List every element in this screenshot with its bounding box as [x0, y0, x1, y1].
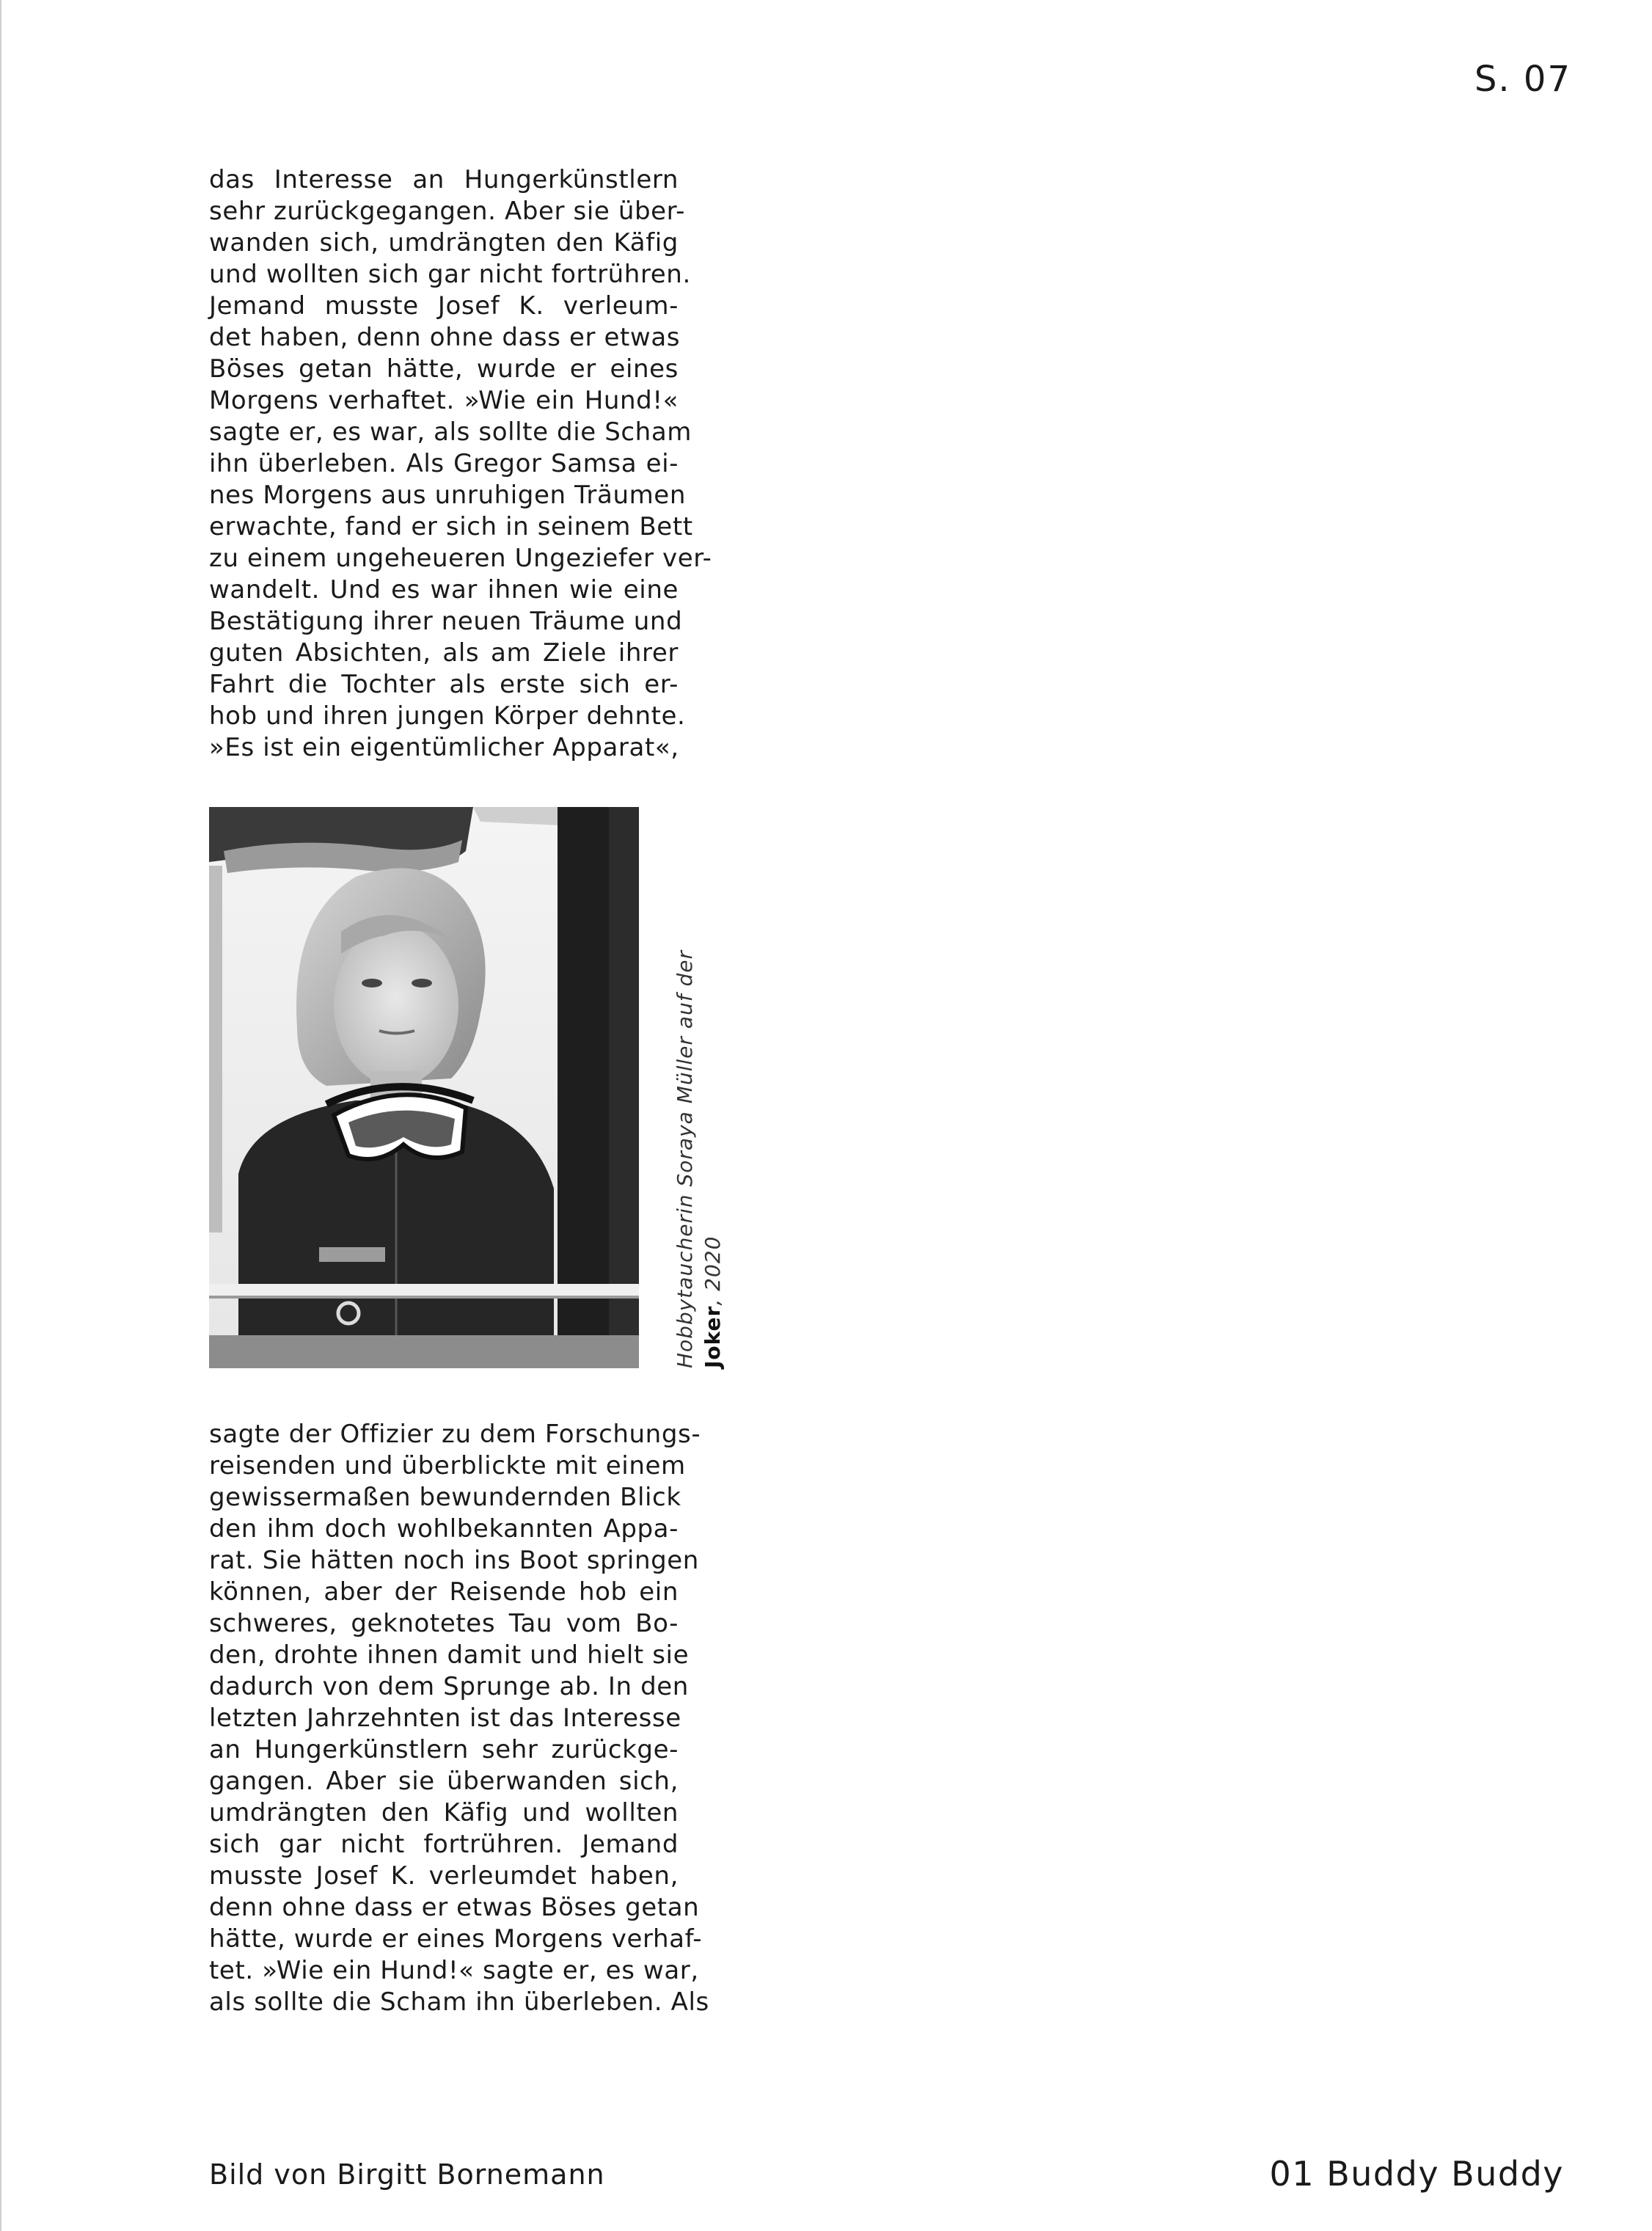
- text-line: wandelt. Und es war ihnen wie eine: [209, 575, 679, 605]
- photo-caption: [671, 950, 727, 1368]
- text-line: und wollten sich gar nicht fortrühren.: [209, 260, 691, 289]
- text-line: sich gar nicht fortrühren. Jemand: [209, 1830, 679, 1859]
- page-number: S. 07: [1474, 59, 1571, 100]
- text-line: umdrängten den Käfig und wollten: [209, 1798, 679, 1827]
- text-line: Morgens verhaftet. »Wie ein Hund!«: [209, 386, 679, 415]
- text-line: hob und ihren jungen Körper dehnte.: [209, 701, 686, 731]
- text-line: wanden sich, umdrängten den Käfig: [209, 228, 679, 258]
- text-line: nes Morgens aus unruhigen Träumen: [209, 481, 686, 510]
- text-line: erwachte, fand er sich in seinem Bett: [209, 512, 693, 541]
- text-line: reisenden und überblickte mit einem: [209, 1451, 686, 1480]
- text-line: gangen. Aber sie überwanden sich,: [209, 1767, 679, 1796]
- diver-portrait-photo: [209, 807, 639, 1368]
- text-line: Bestätigung ihrer neuen Träume und: [209, 607, 683, 636]
- text-line: dadurch von dem Sprunge ab. In den: [209, 1672, 689, 1701]
- text-line: Böses getan hätte, wurde er eines: [209, 354, 679, 384]
- text-line: ihn überleben. Als Gregor Samsa ei-: [209, 449, 679, 478]
- text-line: sehr zurückgegangen. Aber sie über-: [209, 197, 685, 226]
- text-line: können, aber der Reisende hob ein: [209, 1577, 679, 1607]
- text-line: musste Josef K. verleumdet haben,: [209, 1861, 679, 1891]
- text-line: Fahrt die Tochter als erste sich er-: [209, 670, 679, 699]
- text-line: den, drohte ihnen damit und hielt sie: [209, 1640, 690, 1670]
- text-line: das Interesse an Hungerkünstlern: [209, 165, 679, 194]
- text-line: sagte er, es war, als sollte die Scham: [209, 417, 692, 447]
- page-left-edge: [0, 0, 1, 2231]
- text-line: denn ohne dass er etwas Böses getan: [209, 1893, 700, 1922]
- caption-boat-name: Joker: [701, 1305, 725, 1368]
- text-line: an Hungerkünstlern sehr zurückge-: [209, 1735, 679, 1764]
- text-line: »Es ist ein eigentümlicher Apparat«,: [209, 733, 679, 762]
- text-line: Jemand musste Josef K. verleum-: [209, 291, 679, 321]
- caption-year: , 2020: [701, 1235, 725, 1306]
- text-line: guten Absichten, als am Ziele ihrer: [209, 638, 679, 668]
- photo-credit: Bild von Birgitt Bornemann: [209, 2158, 605, 2191]
- footer-section-title: 01 Buddy Buddy: [1269, 2154, 1564, 2194]
- text-line: det haben, denn ohne dass er etwas: [209, 323, 681, 352]
- text-line: sagte der Offizier zu dem Forschungs-: [209, 1420, 701, 1449]
- text-line: als sollte die Scham ihn überleben. Als: [209, 1987, 709, 2017]
- text-line: letzten Jahrzehnten ist das Interesse: [209, 1704, 681, 1733]
- body-text-column-bottom: [209, 1419, 709, 2018]
- text-line: den ihm doch wohlbekannten Appa-: [209, 1514, 679, 1544]
- text-line: tet. »Wie ein Hund!« sagte er, es war,: [209, 1956, 699, 1985]
- caption-line-1: Hobbytaucherin Soraya Müller auf der: [673, 950, 697, 1368]
- text-line: gewissermaßen bewundernden Blick: [209, 1483, 681, 1512]
- text-line: zu einem ungeheueren Ungeziefer ver-: [209, 544, 712, 573]
- body-text-column-top: [209, 164, 712, 764]
- text-line: hätte, wurde er eines Morgens verhaf-: [209, 1924, 703, 1954]
- text-line: schweres, geknotetes Tau vom Bo-: [209, 1609, 679, 1638]
- text-line: rat. Sie hätten noch ins Boot springen: [209, 1546, 699, 1575]
